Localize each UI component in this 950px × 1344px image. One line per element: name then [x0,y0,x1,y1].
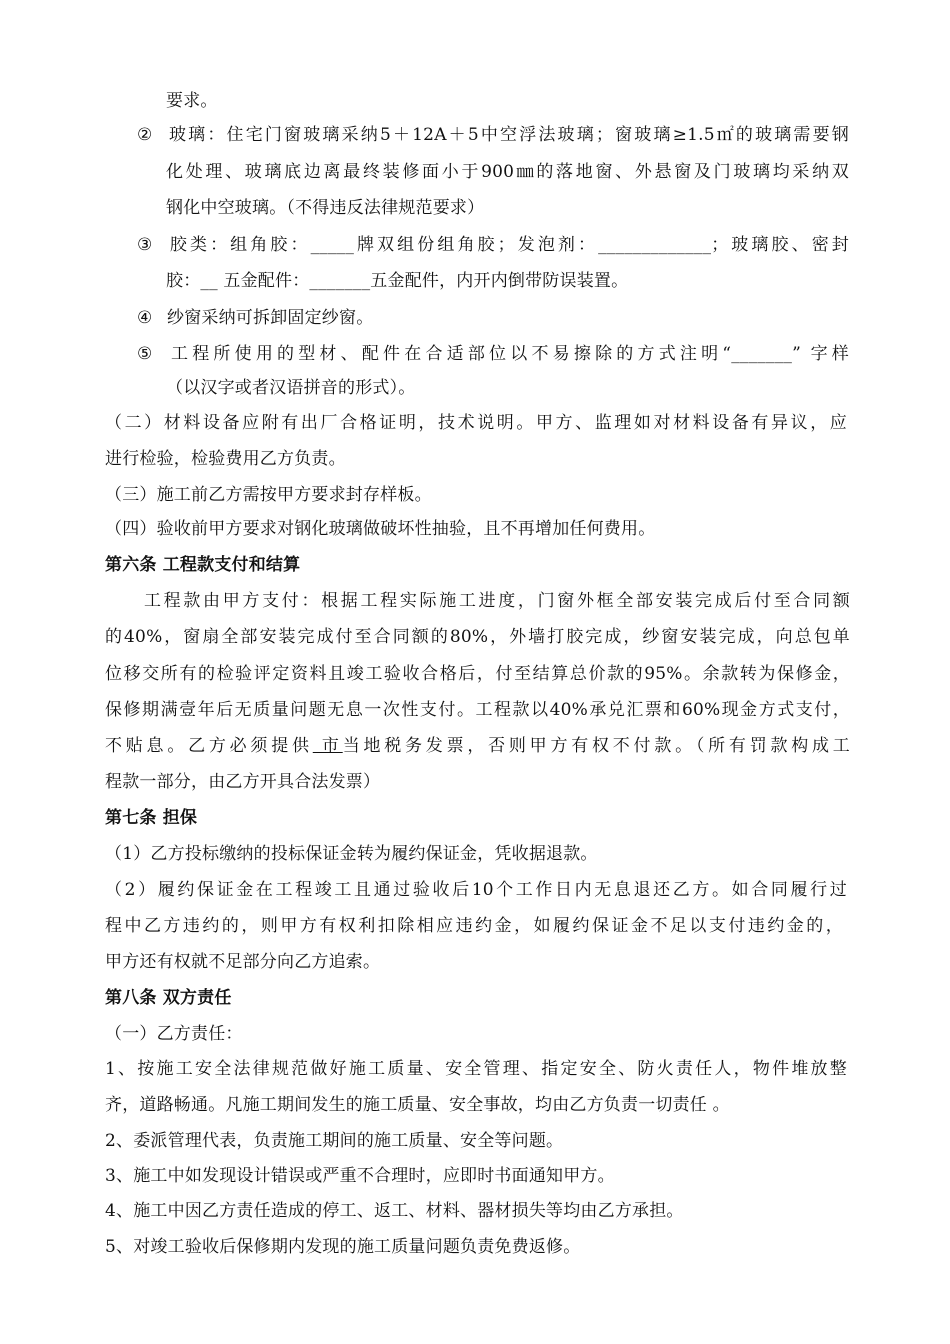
section-heading: 第八条 双方责任 [105,988,232,1008]
text-line: 程款一部分，由乙方开具合法发票） [105,772,381,792]
item-number: ③ [137,235,153,255]
text-line: （二）材料设备应附有出厂合格证明，技术说明。甲方、监理如对材料设备有异议，应 [105,413,847,433]
text-line: 1、按施工安全法律规范做好施工质量、安全管理、指定安全、防火责任人，物件堆放整 [105,1059,847,1079]
text-line: 4、施工中因乙方责任造成的停工、返工、材料、器材损失等均由乙方承担。 [105,1201,684,1221]
text-line: 工程款由甲方支付：根据工程实际施工进度，门窗外框全部安装完成后付至合同额 [144,591,850,611]
text-line: （以汉字或者汉语拼音的形式）。 [166,378,416,398]
text-line: （一）乙方责任： [105,1024,243,1044]
text-line: （2）履约保证金在工程竣工且通过验收后10个工作日内无息退还乙方。如合同履行过 [105,880,847,900]
section-heading: 第七条 担保 [105,808,198,828]
text-line: （1）乙方投标缴纳的投标保证金转为履约保证金，凭收据退款。 [105,844,598,864]
text-line: 化处理、玻璃底边离最终装修面小于900㎜的落地窗、外悬窗及门玻璃均采纳双 [166,162,849,182]
item-number: ② [137,125,153,145]
text-line: 不贴息。乙方必须提供 市当地税务发票，否则甲方有权不付款。（所有罚款构成工 [105,736,850,756]
text-line: 的40%，窗扇全部安装完成付至合同额的80%，外墙打胶完成，纱窗安装完成，向总包单 [105,627,850,647]
text-line: （三）施工前乙方需按甲方要求封存样板。 [105,485,432,505]
text-line: 保修期满壹年后无质量问题无息一次性支付。工程款以40%承兑汇票和60%现金方式支付， [105,700,850,720]
text-line: 要求。 [166,91,218,111]
text-line: 进行检验，检验费用乙方负责。 [105,449,346,469]
text-line: 2、委派管理代表，负责施工期间的施工质量、安全等问题。 [105,1131,564,1151]
text-line: 钢化中空玻璃。（不得违反法律规范要求） [166,198,485,218]
item-number: ⑤ [137,344,153,364]
item-number: ④ [137,308,153,328]
list-item-5: ⑤ 工程所使用的型材、配件在合适部位以不易擦除的方式注明“_______” 字样 [137,341,849,367]
text-line: 5、对竣工验收后保修期内发现的施工质量问题负责免费返修。 [105,1237,581,1257]
text-line: 位移交所有的检验评定资料且竣工验收合格后，付至结算总价款的95%。余款转为保修金， [105,664,850,684]
section-heading: 第六条 工程款支付和结算 [105,555,301,575]
text-line: 3、施工中如发现设计错误或严重不合理时，应即时书面通知甲方。 [105,1166,615,1186]
text-line: 程中乙方违约的，则甲方有权利扣除相应违约金，如履约保证金不足以支付违约金的， [105,916,843,936]
list-item-2: ② 玻璃：住宅门窗玻璃采纳5＋12A＋5中空浮法玻璃；窗玻璃≥1.5㎡的玻璃需要钢 [137,122,849,148]
text-line: 甲方还有权就不足部分向乙方追索。 [105,952,381,972]
text-line: 齐，道路畅通。凡施工期间发生的施工质量、安全事故，均由乙方负责一切责任 。 [105,1095,730,1115]
text-line: 胶：__ 五金配件：_______五金配件，内开内倒带防误装置。 [166,271,629,291]
list-item-3: ③ 胶类：组角胶：_____牌双组份组角胶；发泡剂：_____________；玻璃胶、密封 [137,232,849,258]
list-item-4: ④ 纱窗采纳可拆卸固定纱窗。 [137,305,887,331]
blank-field: 市 [312,736,343,756]
text-line: （四）验收前甲方要求对钢化玻璃做破坏性抽验，且不再增加任何费用。 [105,519,656,539]
